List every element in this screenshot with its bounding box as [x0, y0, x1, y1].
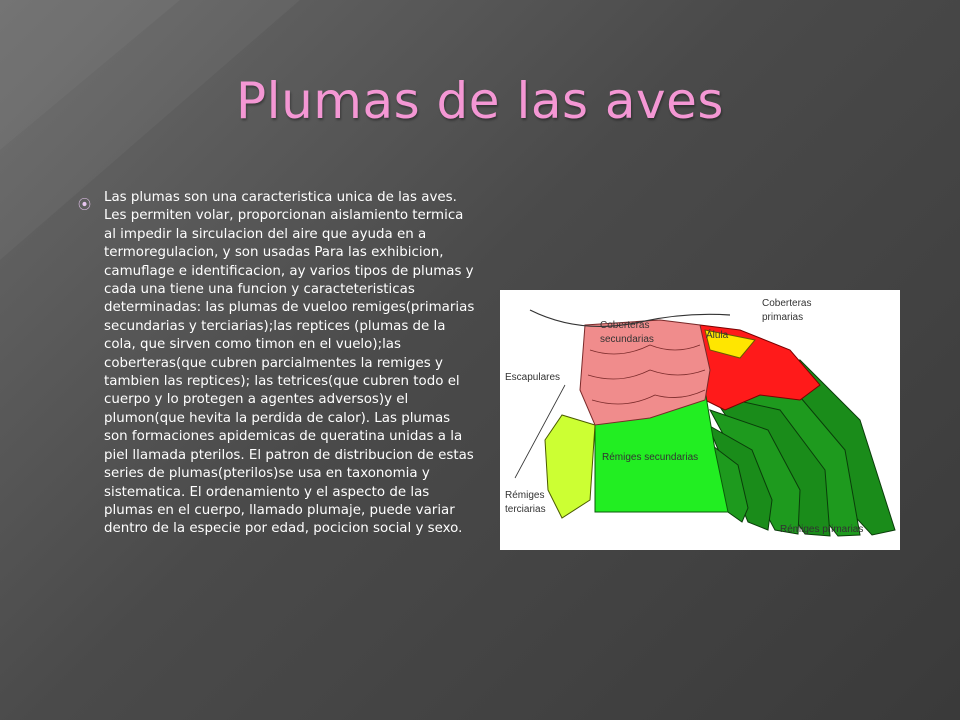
- label-coberteras-secundarias: Coberteras: [600, 320, 650, 331]
- slide-body-text: Las plumas son una caracteristica unica de las aves. Les permiten volar, proporcionan aislamiento termica al impedir la sirculacion del aire que ayuda en a termoregulacion, y son usadas Para las exhibicion, camuflage e identificacion, ay varios tipos de plumas y cada una tiene una funcion y caracteteristicas determinadas: las plumas de vueloo remiges(primarias secundarias y terciarias);las reptices (plumas de la cola, que sirven como timon en el vuelo);las coberteras(que cubren parcialmentes la remiges y tambien las reptices); las tetrices(que cubren todo el cuerpo y lo protegen a agentes adversos)y el plumon(que hevita la perdida de calor). Las plumas son formaciones apidemicas de queratina unidas a la piel llamada pterilos. El patron de distribucion de estas series de plumas(pterilos)se usa en taxonomia y sistematica. El ordenamiento y el aspecto de las plumas en el cuerpo, llamado plumaje, puede variar dentro de la especie por edad, pocicion social y sexo.: [104, 190, 475, 537]
- label-alula: Álula: [706, 330, 729, 341]
- remiges-terciarias-area: [545, 415, 595, 518]
- label-remiges-secundarias: Rémiges secundarias: [602, 452, 699, 463]
- label-remiges-primarias: Rémiges primarias: [780, 524, 864, 535]
- circled-dot-bullet-icon: ⦿: [78, 198, 92, 213]
- label-remiges-terciarias: Rémiges: [505, 490, 545, 501]
- label-coberteras-primarias: Coberteras: [762, 298, 812, 309]
- slide-title: Plumas de las aves: [236, 71, 724, 130]
- bird-wing-diagram: [500, 290, 900, 550]
- label-coberteras-primarias-2: primarias: [762, 312, 804, 323]
- label-coberteras-secundarias-2: secundarias: [600, 334, 654, 345]
- label-escapulares: Escapulares: [505, 372, 561, 383]
- label-remiges-terciarias-2: terciarias: [505, 504, 546, 515]
